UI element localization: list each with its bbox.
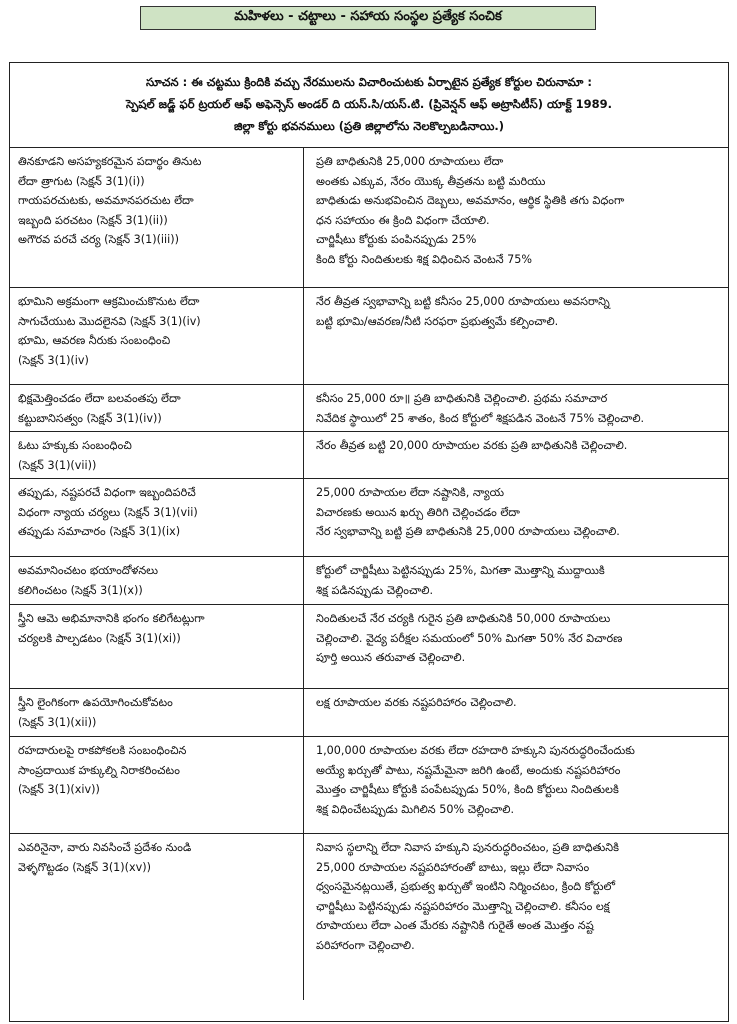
relief-cell: [304, 689, 729, 737]
relief-text-line: కింది కోర్టు నిందితులకు శిక్ష విధించిన వెంటనే 75%: [316, 252, 533, 266]
offence-text-line: గాయపరచుటకు, అవమానపరచుట లేదా: [18, 194, 194, 207]
relief-text-line: అంతకు ఎక్కువ, నేరం యొక్క తీవ్రతను బట్టి మరియు: [316, 174, 546, 188]
relief-cell: [304, 148, 729, 288]
relief-text-line: కనీసం 25,000 రూ॥ ప్రతి బాధితునికి చెల్లించాలి. ప్రథమ సమాచార: [316, 392, 608, 405]
offence-text-line: (సెక్షన్ 3(1)(iv): [18, 353, 89, 367]
relief-text-line: నివేదిక స్థాయిలో 25 శాతం, కింద కోర్టులో శిక్షపడిన వెంటనే 75% చెల్లించాలి.: [316, 411, 645, 425]
relief-text-line: చెల్లించాలి. వైద్య పరీక్షల సమయంలో 50% మిగతా 50% నేర విచారణ: [316, 631, 623, 645]
relief-text-line: 25,000 రూపాయల లేదా నష్టానికి, న్యాయ: [316, 486, 504, 499]
offence-text-line: (సెక్షన్ 3(1)(vii)): [18, 458, 97, 472]
offence-cell: [10, 737, 304, 834]
offence-text-line: లేదా త్రాగుట (సెక్షన్ 3(1)(i)): [18, 174, 145, 188]
offence-cell: [10, 432, 304, 479]
table-row: [10, 288, 728, 385]
offence-text-line: (సెక్షన్ 3(1)(xii)): [18, 715, 97, 729]
table-row: [10, 479, 728, 557]
offence-text-line: అగౌరవ పరచే చర్య (సెక్షన్ 3(1)(iii)): [18, 233, 179, 246]
relief-text-line: ఛార్జిషీటు పెట్టినప్పుడు నష్టపరిహారం మొత్తాన్ని చెల్లించాలి. కనీసం లక్ష: [316, 899, 610, 913]
table-body: [10, 148, 728, 1000]
offence-text-line: సాగుచేయుట మొదలైనవి (సెక్షన్ 3(1)(iv): [18, 314, 201, 328]
page-title-banner: [140, 6, 596, 30]
offence-cell: [10, 385, 304, 432]
relief-text-line: అయ్యే ఖర్చుతో పాటు, నష్టమేమైనా జరిగి ఉంటే, అందుకు నష్టపరిహారం: [316, 763, 621, 777]
offence-text-line: భూమి, ఆవరణ నీరుకు సంబంధించి: [18, 334, 171, 347]
offence-text-line: ఎవరినైనా, వారు నివసించే ప్రదేశం నుండి: [18, 841, 192, 854]
relief-cell: [304, 432, 729, 479]
table-row: [10, 737, 728, 834]
relief-text-line: మొత్తం చార్జిషీటు కోర్టుకి పంపేటప్పుడు 50%, కింది కోర్టులు నిందితులకి: [316, 783, 619, 796]
table-row: [10, 689, 728, 737]
offence-cell: [10, 834, 304, 1000]
table-row: [10, 557, 728, 605]
table-row: [10, 148, 728, 288]
offence-text-line: భూమిని అక్రమంగా ఆక్రమించుకొనుట లేదా: [18, 295, 200, 308]
relief-cell: [304, 737, 729, 834]
relief-text-line: నిందితులచే నేర చర్యకి గురైన ప్రతి బాధితునికి 50,000 రూపాయలు: [316, 612, 611, 625]
relief-text-line: కోర్టులో చార్జిషీటు పెట్టినప్పుడు 25%, మిగతా మొత్తాన్ని ముద్దాయికి: [316, 564, 605, 577]
special-court-notice: [10, 63, 728, 147]
offence-text-line: వెళ్ళగొట్టడం (సెక్షన్ 3(1)(xv)): [18, 860, 152, 874]
offence-cell: [10, 479, 304, 557]
relief-cell: [304, 288, 729, 385]
table-row: [10, 385, 728, 432]
relief-text-line: నేర తీవ్రత స్వభావాన్ని బట్టి కనీసం 25,000 రూపాయలు అవసరాన్ని: [316, 295, 610, 308]
relief-cell: [304, 834, 729, 1000]
relief-text-line: విచారణకు అయిన ఖర్చు తిరిగి చెల్లించడం లేదా: [316, 505, 520, 519]
relief-text-line: లక్ష రూపాయల వరకు నష్టపరిహారం చెల్లించాలి.: [316, 696, 517, 709]
relief-text-line: 1,00,000 రూపాయల వరకు లేదా రహదారి హక్కుని పునరుద్ధరించేందుకు: [316, 744, 635, 757]
relief-cell: [304, 605, 729, 689]
relief-cell: [304, 479, 729, 557]
offence-text-line: స్త్రీని లైంగికంగా ఉపయోగించుకోవటం: [18, 696, 173, 709]
relief-cell: [304, 385, 729, 432]
offence-text-line: కట్టుబానిసత్వం (సెక్షన్ 3(1)(iv)): [18, 411, 162, 425]
offence-text-line: సాంప్రదాయిక హక్కుల్ని నిరాకరించటం: [18, 763, 180, 777]
offence-text-line: ఓటు హక్కుకు సంబంధించి: [18, 439, 132, 452]
offence-text-line: అవమానించటం భయాందోళనలు: [18, 564, 158, 577]
table-row: [10, 605, 728, 689]
table-row: [10, 432, 728, 479]
offence-text-line: భిక్షమెత్తించడం లేదా బలవంతపు లేదా: [18, 392, 181, 405]
relief-text-line: నేరం తీవ్రత బట్టి 20,000 రూపాయల వరకు ప్రతి బాధితునికి చెల్లించాలి.: [316, 439, 628, 452]
relief-text-line: ప్రతి బాధితునికి 25,000 రూపాయలు లేదా: [316, 155, 504, 168]
relief-text-line: ధన సహాయం ఈ క్రింది విధంగా చేయాలి.: [316, 213, 490, 227]
page-title: మహిళలు - చట్టాలు - సహాయ సంస్థల ప్రత్యేక సంచిక: [234, 9, 502, 24]
relief-text-line: 25,000 రూపాయల నష్టపరిహారంతో బాటు, ఇల్లు లేదా నివాసం: [316, 860, 590, 874]
offence-text-line: (సెక్షన్ 3(1)(xiv)): [18, 783, 100, 796]
offence-cell: [10, 148, 304, 288]
table-row: [10, 834, 728, 1000]
relief-text-line: నేర స్వభావాన్ని బట్టి ప్రతి బాధితునికి 25,000 రూపాయలు చెల్లించాలి.: [316, 525, 620, 538]
offence-cell: [10, 557, 304, 605]
relief-text-line: ధ్వంసమైనట్లయితే, ప్రభుత్వ ఖర్చుతో ఇంటిని నిర్మించటం, క్రింది కోర్టులో: [316, 880, 615, 893]
offence-text-line: తప్పుడు, నష్టపరచే విధంగా ఇబ్బందిపరిచే: [18, 486, 196, 499]
relief-text-line: పూర్తి అయిన తరువాత చెల్లించాలి.: [316, 651, 466, 664]
offence-text-line: చర్యలకి పాల్పడటం (సెక్షన్ 3(1)(xi)): [18, 631, 181, 645]
relief-text-line: నివాస స్థలాన్ని లేదా నివాస హక్కుని పునరుద్ధరించటం, ప్రతి బాధితునికి: [316, 841, 619, 854]
offence-cell: [10, 605, 304, 689]
relief-text-line: బట్టి భూమి/ఆవరణ/నీటి సరఫరా ప్రభుత్వమే కల్పించాలి.: [316, 314, 559, 328]
relief-text-line: శిక్ష పడినప్పుడు చెల్లించాలి.: [316, 583, 434, 597]
offence-relief-table: [10, 147, 728, 1000]
offence-text-line: విధంగా న్యాయ చర్యలు (సెక్షన్ 3(1)(vii): [18, 505, 198, 519]
relief-cell: [304, 557, 729, 605]
offence-text-line: తినకూడని అసహ్యకరమైన పదార్థం తినుట: [18, 155, 202, 168]
relief-text-line: శిక్ష విధించేటప్పుడు మిగిలిన 50% చెల్లించాలి.: [316, 802, 515, 816]
offence-text-line: తప్పుడు సమాచారం (సెక్షన్ 3(1)(ix): [18, 525, 181, 538]
relief-text-line: రూపాయలు లేదా ఎంత మేరకు నష్టానికి గురైతే అంత మొత్తం నష్ట: [316, 919, 594, 932]
offence-text-line: స్త్రీని ఆమె అభిమానానికి భంగం కలిగేటట్లుగా: [18, 612, 205, 625]
offence-text-line: రహదారులపై రాకపోకలకి సంబంధించిన: [18, 744, 187, 757]
relief-text-line: పరిహారంగా చెల్లించాలి.: [316, 938, 415, 952]
notice-line: స్పెషల్ జడ్జ్ ఫర్ ట్రయల్ ఆఫ్ అఫెన్సెస్ అండర్ ది యస్.సి/యస్.టి. (ప్రివెన్షన్ ఆఫ్ అట్రాసిటీస్) యాక్ట్ 1989.: [126, 97, 612, 111]
relief-text-line: బాధితుడు అనుభవించిన దెబ్బలు, అవమానం, ఆర్థిక స్థితికి తగు విధంగా: [316, 194, 625, 207]
compensation-table-frame: [9, 62, 729, 1022]
offence-text-line: ఇబ్బంది పరచటం (సెక్షన్ 3(1)(ii)): [18, 213, 168, 227]
notice-line: జిల్లా కోర్టు భవనములు (ప్రతి జిల్లాలోను నెలకొల్పబడినాయి.): [233, 119, 505, 133]
relief-text-line: చార్జిషీటు కోర్టుకు పంపినప్పుడు 25%: [316, 233, 477, 246]
offence-cell: [10, 689, 304, 737]
notice-line: సూచన : ఈ చట్టము క్రిందికి వచ్చు నేరములను విచారించుటకు ఏర్పాటైన ప్రత్యేక కోర్టుల చిరునామా :: [146, 75, 592, 89]
offence-cell: [10, 288, 304, 385]
offence-text-line: కలిగించటం (సెక్షన్ 3(1)(x)): [18, 583, 143, 597]
